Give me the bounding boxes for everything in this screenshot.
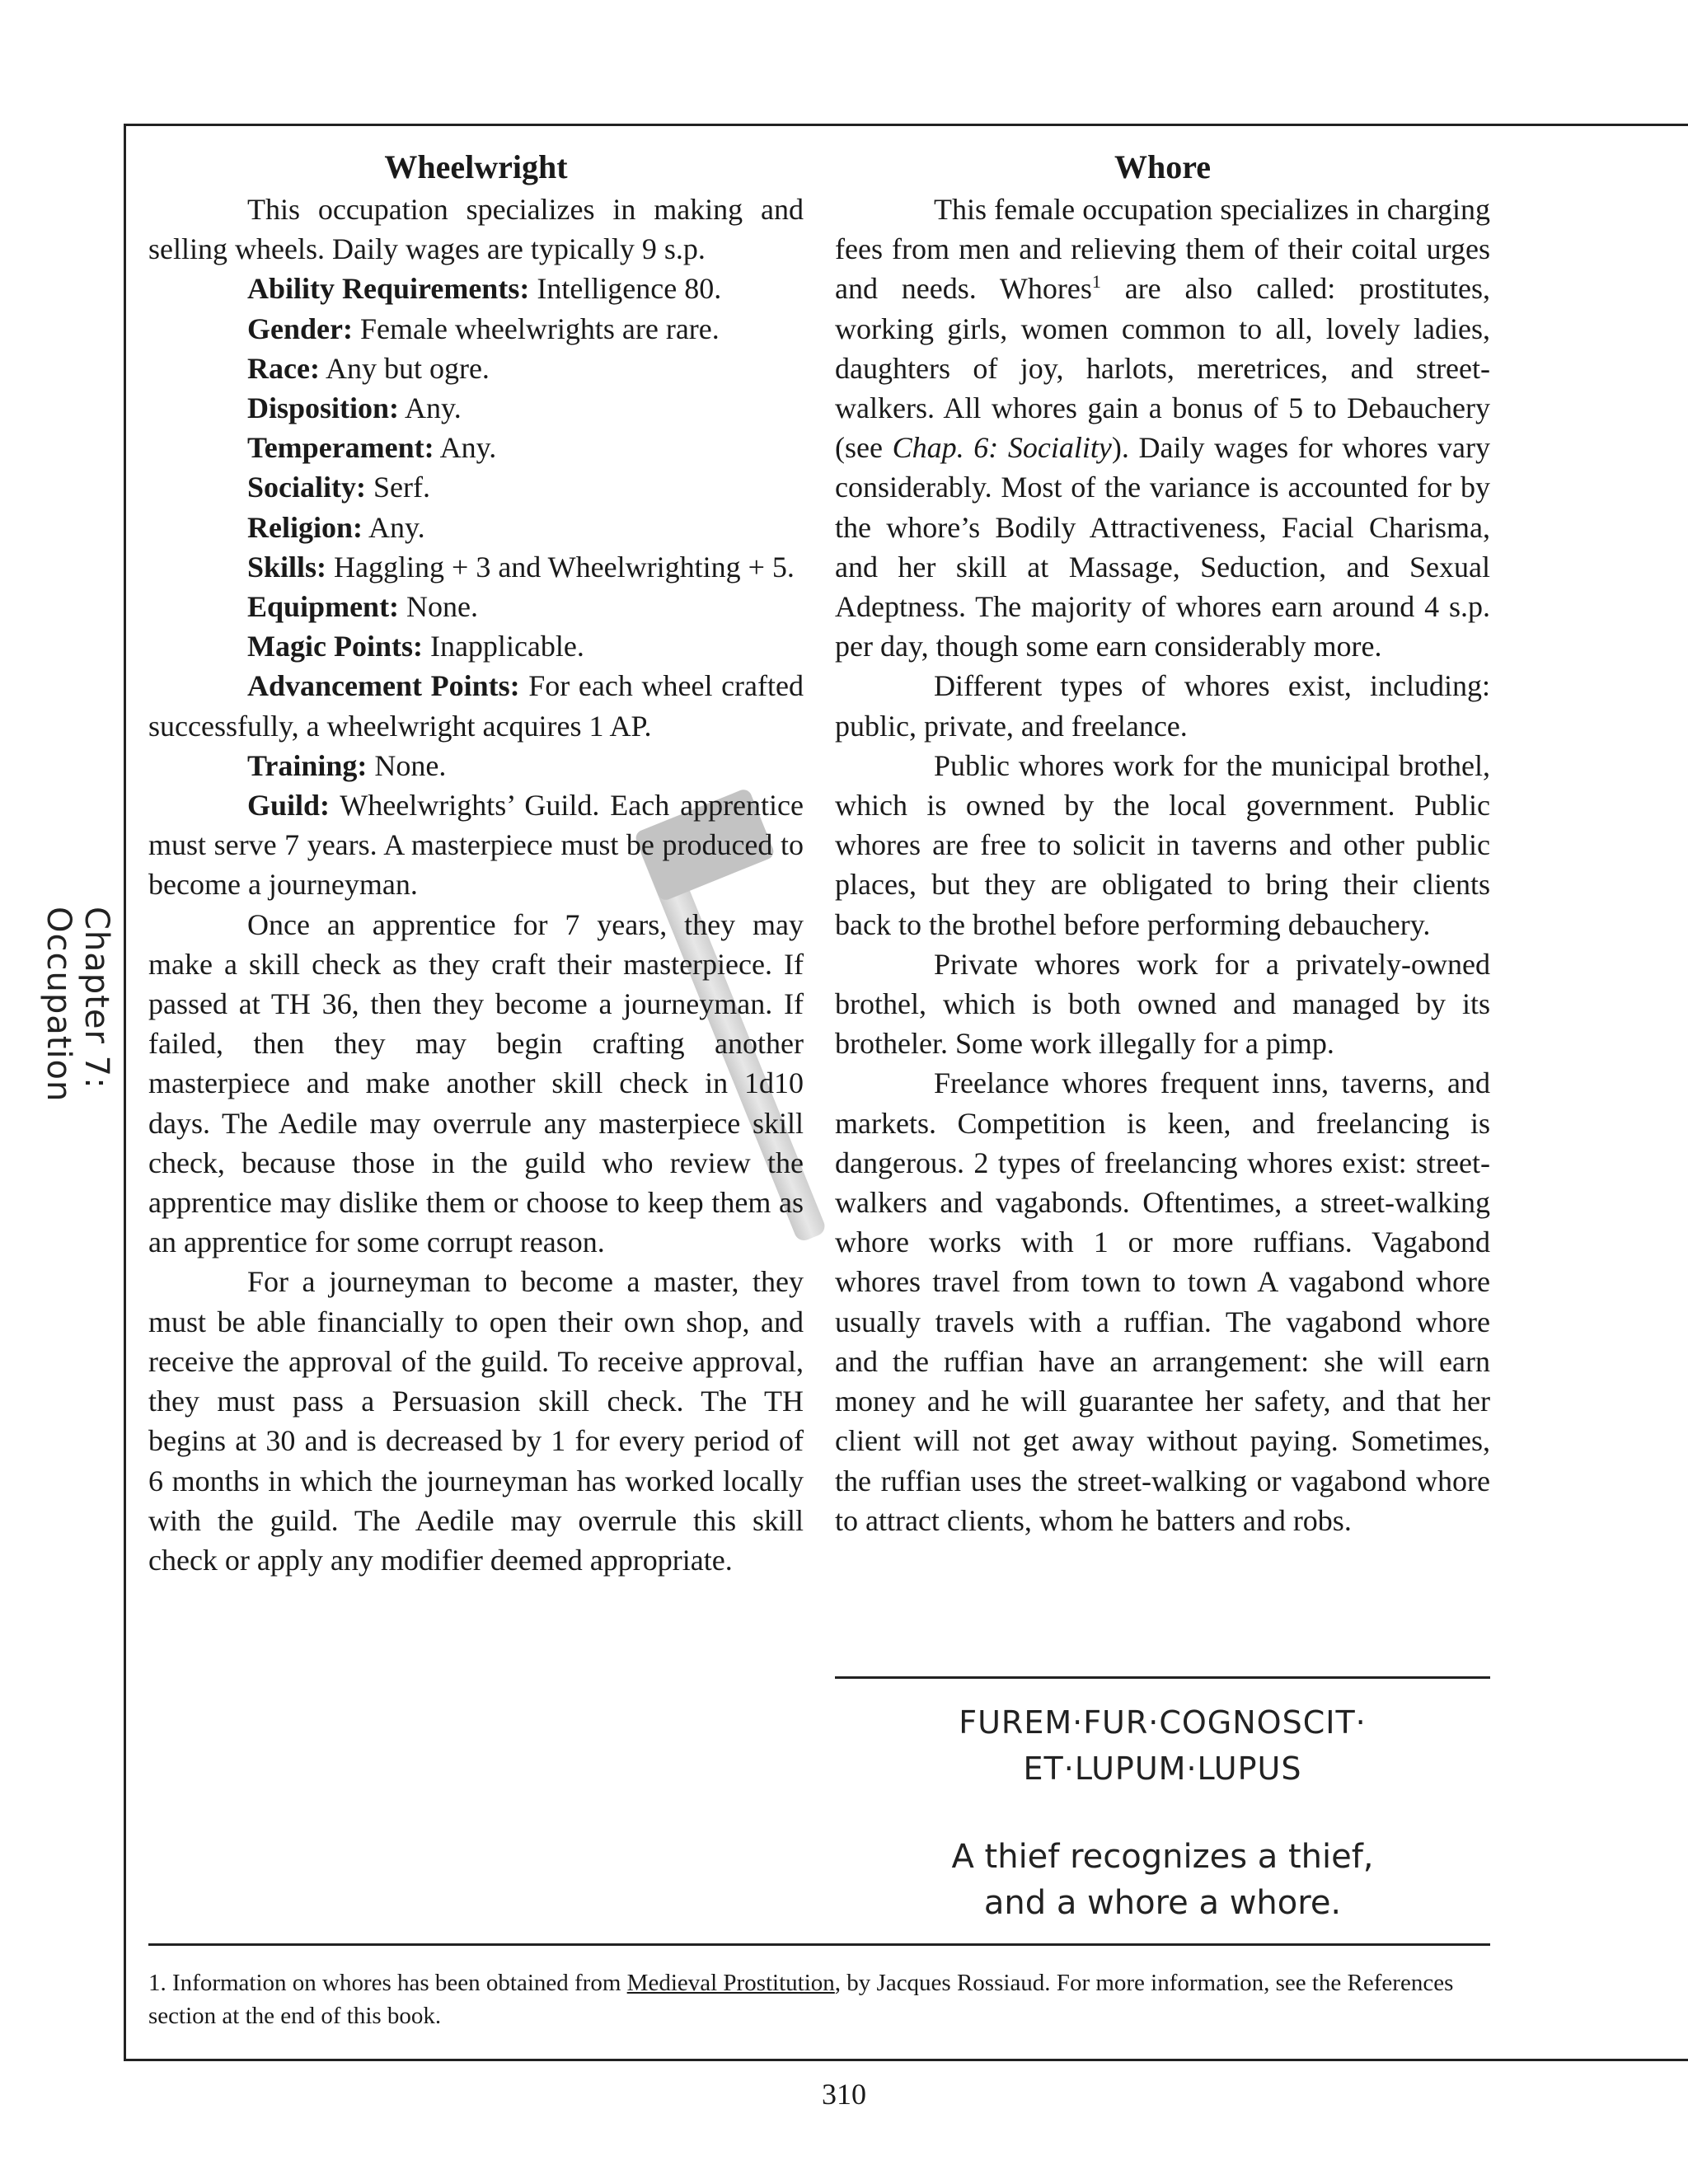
attr-value: Any.: [399, 391, 462, 425]
text-run: 1. Information on whores has been obtained from: [148, 1970, 627, 1996]
latin-motto-line: FUREM·FUR·COGNOSCIT·: [959, 1704, 1367, 1741]
attr-label: Disposition:: [247, 391, 400, 425]
whore-column: [835, 147, 1490, 1540]
attr-value: Female wheelwrights are rare.: [352, 312, 720, 345]
footnote-marker: 1: [1091, 271, 1101, 293]
section-title-whore: Whore: [1114, 148, 1212, 185]
attr-label: Race:: [247, 351, 320, 385]
attr-label: Guild:: [247, 789, 331, 823]
text-run: This female occupation specializes in charging fees from men and relieving them of their coital urges and needs. Whores: [835, 193, 1490, 306]
english-motto: [835, 1834, 1490, 1926]
book-title: Medieval Prostitution: [626, 1970, 835, 1996]
attr-value: Serf.: [365, 471, 430, 504]
motto-top-rule: [835, 1676, 1490, 1679]
wheelwright-attribute: [148, 508, 804, 547]
attr-value: Haggling + 3 and Wheelwrighting + 5.: [326, 550, 795, 583]
latin-motto: [835, 1699, 1490, 1792]
attr-value: Wheelwrights’ Guild. Each apprentice must serve 7 years. A masterpiece must be produced to become a journeyman.: [148, 789, 804, 902]
english-motto-line: A thief recognizes a thief,: [951, 1838, 1374, 1876]
footnote: [148, 1966, 1490, 2032]
attr-label: Gender:: [247, 312, 353, 345]
wheelwright-intro: This occupation specializes in making and selling wheels. Daily wages are typically 9 s.p.: [148, 193, 804, 266]
attr-label: Ability Requirements:: [247, 272, 530, 306]
wheelwright-paragraph: For a journeyman to become a master, they must be able financially to open their own shop, and receive the approval of the guild. To receive approval, they must pass a Persuasion skill check. The TH begins at 30 and is decreased by 1 for every period of 6 months in which the journeyman has worked locally with the guild. The Aedile may overrule this skill check or apply any modifier deemed appropriate.: [148, 1265, 804, 1577]
wheelwright-attribute: [148, 626, 804, 666]
wheelwright-attribute: [148, 587, 804, 626]
wheelwright-attribute: [148, 349, 804, 388]
page-number: 310: [822, 2078, 866, 2111]
wheelwright-attributes-2: [148, 587, 804, 666]
attr-value: None.: [399, 590, 479, 624]
wheelwright-attribute: [148, 269, 804, 308]
wheelwright-column: [148, 147, 804, 1580]
text-run: ). Daily wages for whores vary considerably. Most of the variance is accounted for by the whore’s Bodily Attractiveness, Facial Charisma, and her skill at Massage, Seduction, and Sexual Adeptness. The majority of whores earn around 4 s.p. per day, though some earn considerably more.: [835, 431, 1490, 663]
attr-value: Any.: [434, 431, 497, 465]
section-title-wheelwright: Wheelwright: [384, 148, 568, 185]
attr-label: Magic Points:: [247, 630, 423, 663]
attr-label: Sociality:: [247, 471, 366, 504]
wheelwright-skills: [148, 547, 804, 587]
attr-value: Inapplicable.: [422, 630, 584, 663]
whore-paragraph: Freelance whores frequent inns, taverns, and markets. Competition is keen, and freelancing is dangerous. 2 types of freelancing whores exist: street-walkers and vagabonds. Oftentimes, a street-walking whore works with 1 or more ruffians. Vagabond whores travel from town to town A vagabond whore usually travels with a ruffian. The vagabond whore and the ruffian have an arrangement: she will earn money and he will guarantee her safety, and that her client will not get away without paying. Sometimes, the ruffian uses the street-walking or vagabond whore to attract clients, whom he batters and robs.: [835, 1066, 1490, 1537]
whore-paragraph: Private whores work for a privately-owned brothel, which is both owned and managed by its brotheler. Some work illegally for a pimp.: [835, 947, 1490, 1061]
footnote-rule: [148, 1943, 1490, 1946]
attr-value: Any.: [363, 510, 425, 544]
attr-label: Religion:: [247, 510, 363, 544]
text-run: are also called: prostitutes, working girls, women common to all, lovely ladies, daughters of joy, harlots, meretrices, and street-walkers. All whores gain a bonus of 5 to Debauchery (see: [835, 272, 1490, 465]
attr-label: Equipment:: [247, 590, 400, 624]
attr-label: Temperament:: [247, 431, 434, 465]
attr-value: Intelligence 80.: [529, 272, 722, 306]
text-run: , by Jacques Rossiaud. For more information, see the References section at the end of this book.: [148, 1970, 1454, 2029]
wheelwright-attribute: [148, 388, 804, 428]
english-motto-line: and a whore a whore.: [983, 1884, 1342, 1922]
wheelwright-attribute: [148, 428, 804, 467]
wheelwright-attribute: [148, 309, 804, 349]
attr-value: None.: [367, 748, 447, 782]
whore-intro: [835, 190, 1490, 666]
latin-motto-line: ET·LUPUM·LUPUS: [1023, 1750, 1302, 1787]
chapter-side-label: Chapter 7: Occupation: [40, 907, 115, 1103]
chapter-reference: Chap. 6: Sociality: [892, 431, 1112, 465]
attr-value: Any but ogre.: [319, 351, 490, 385]
attr-label: Training:: [247, 748, 368, 782]
wheelwright-training: [148, 746, 804, 785]
wheelwright-attributes: [148, 269, 804, 546]
wheelwright-guild: [148, 785, 804, 905]
wheelwright-advancement: [148, 666, 804, 745]
attr-label: Advancement Points:: [247, 669, 520, 703]
attr-label: Skills:: [247, 550, 327, 583]
whore-paragraph: Different types of whores exist, including: public, private, and freelance.: [835, 669, 1490, 743]
wheelwright-attribute: [148, 467, 804, 507]
wheelwright-paragraph: Once an apprentice for 7 years, they may make a skill check as they craft their masterpiece. If passed at TH 36, then they become a journeyman. If failed, then they may begin crafting another masterpiece and make another skill check in 1d10 days. The Aedile may overrule any masterpiece skill check, because those in the guild who review the apprentice may dislike them or choose to keep them as an apprentice for some corrupt reason.: [148, 907, 804, 1259]
whore-paragraph: Public whores work for the municipal brothel, which is owned by the local government. Public whores are free to solicit in taverns and other public places, but they are obligated to bring their clients back to the brothel before performing debauchery.: [835, 748, 1490, 941]
attr-value: For each wheel crafted successfully, a wheelwright acquires 1 AP.: [148, 669, 804, 743]
